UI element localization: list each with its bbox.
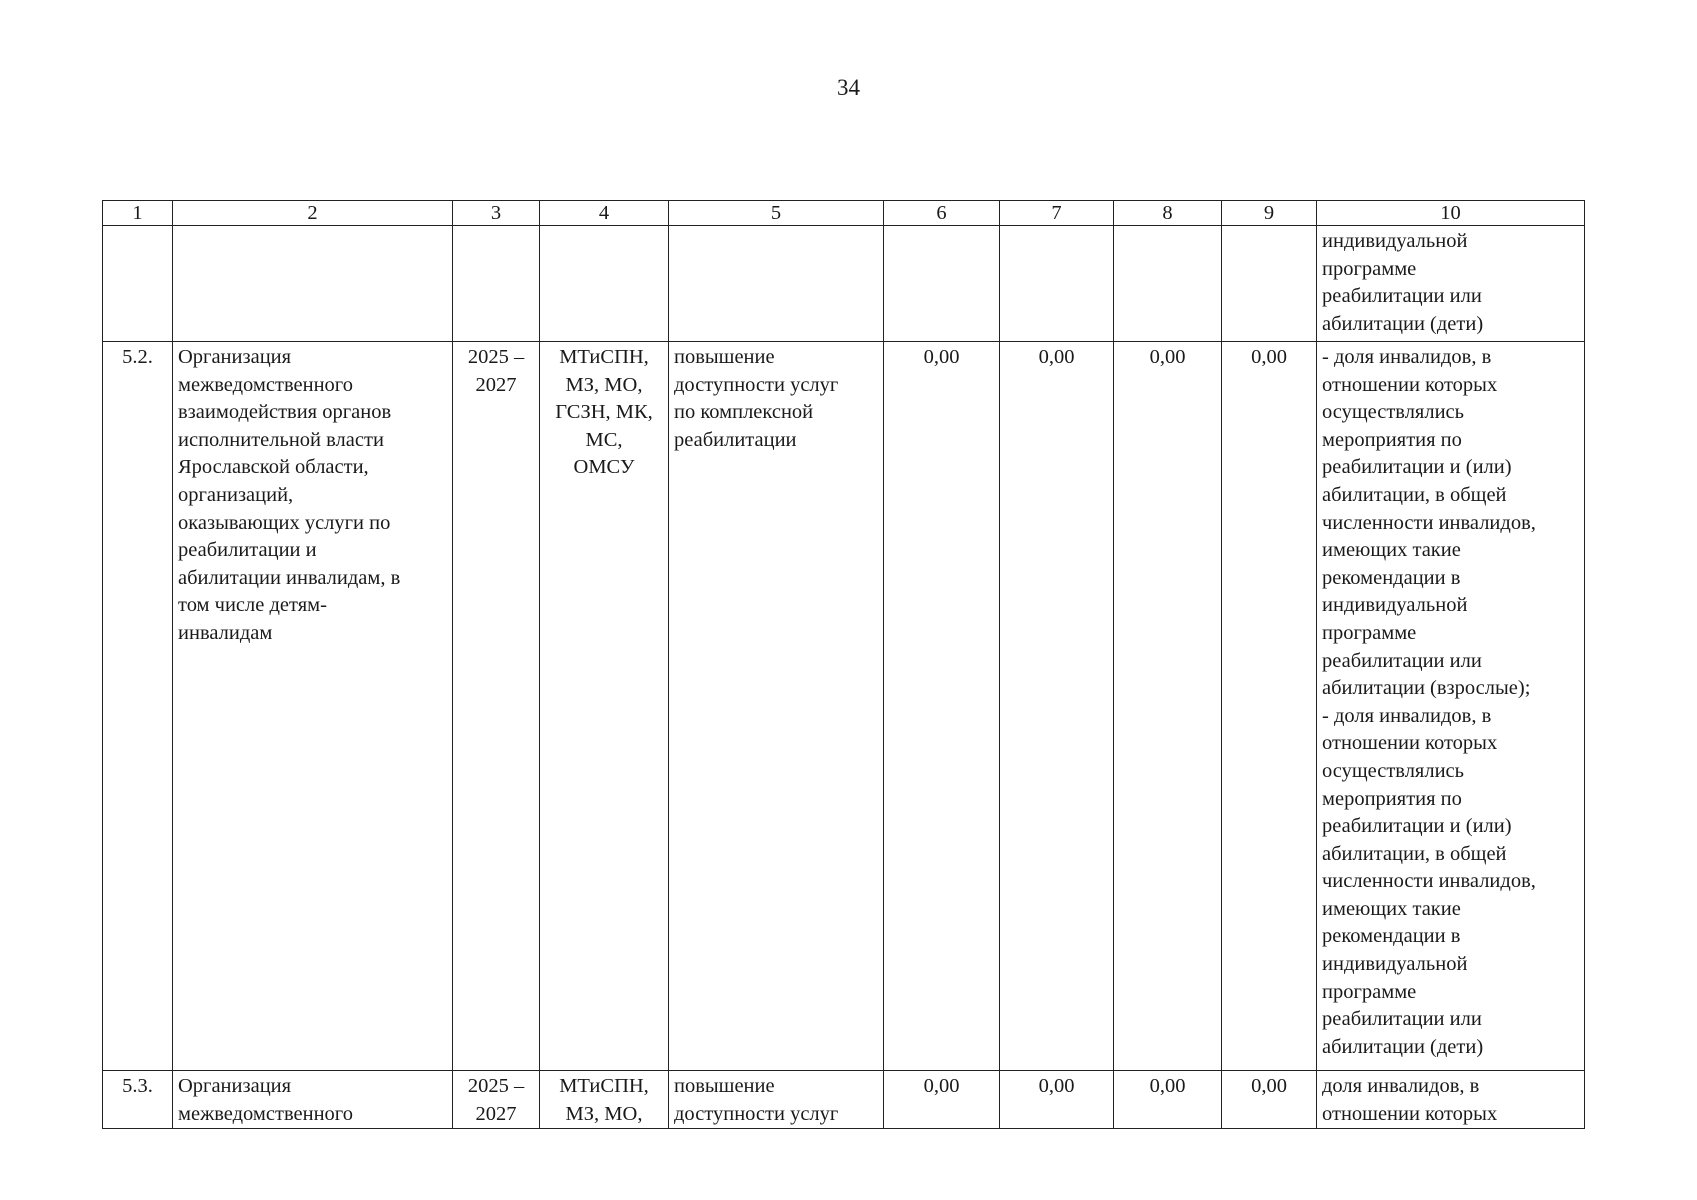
column-number-header-row (103, 201, 1585, 226)
header-col-10: 10 (1317, 201, 1585, 226)
measure-name: Организация межведомственного (173, 1071, 453, 1129)
header-col-4: 4 (540, 201, 669, 226)
cont-col-4 (540, 226, 669, 342)
value-col-6: 0,00 (884, 342, 1000, 1071)
header-col-8: 8 (1114, 201, 1222, 226)
cont-col-6 (884, 226, 1000, 342)
cont-col-1 (103, 226, 173, 342)
indicators: доля инвалидов, в отношении которых (1317, 1071, 1585, 1129)
implementation-term: 2025 – 2027 (453, 342, 540, 1071)
value-col-7: 0,00 (1000, 1071, 1114, 1129)
value-col-7: 0,00 (1000, 342, 1114, 1071)
executors: МТиСПН, МЗ, МО, ГСЗН, МК, МС, ОМСУ (540, 342, 669, 1071)
value-col-6: 0,00 (884, 1071, 1000, 1129)
table-row (103, 342, 1585, 1071)
expected-result: повышение доступности услуг по комплексной реабилитации (669, 342, 884, 1071)
cont-col-8 (1114, 226, 1222, 342)
indicators: - доля инвалидов, в отношении которых осуществлялись мероприятия по реабилитации и (или) абилитации, в общей численности инвалидов, имеющих такие рекомендации в индивидуальной программе реабилитации или абилитации (взрослые); - доля инвалидов, в отношении которых осуществлялись мероприятия по реабилитации и (или) абилитации, в общей численности инвалидов, имеющих такие рекомендации в индивидуальной программе реабилитации или абилитации (дети) (1317, 342, 1585, 1071)
cont-col-7 (1000, 226, 1114, 342)
cont-col-3 (453, 226, 540, 342)
implementation-term: 2025 – 2027 (453, 1071, 540, 1129)
table-row (103, 1071, 1585, 1129)
row-number: 5.3. (103, 1071, 173, 1129)
cont-col-5 (669, 226, 884, 342)
value-col-9: 0,00 (1222, 342, 1317, 1071)
cont-indicators-cell: индивидуальной программе реабилитации или абилитации (дети) (1317, 226, 1585, 342)
measure-name: Организация межведомственного взаимодействия органов исполнительной власти Ярославской области, организаций, оказывающих услуги по реабилитации и абилитации инвалидам, в том числе детям- инвалидам (173, 342, 453, 1071)
expected-result: повышение доступности услуг (669, 1071, 884, 1129)
header-col-5: 5 (669, 201, 884, 226)
value-col-8: 0,00 (1114, 1071, 1222, 1129)
header-col-7: 7 (1000, 201, 1114, 226)
value-col-9: 0,00 (1222, 1071, 1317, 1129)
row-number: 5.2. (103, 342, 173, 1071)
page-number: 34 (837, 75, 860, 100)
header-col-2: 2 (173, 201, 453, 226)
cont-col-9 (1222, 226, 1317, 342)
header-col-6: 6 (884, 201, 1000, 226)
cont-col-2 (173, 226, 453, 342)
continuation-row (103, 226, 1585, 342)
header-col-1: 1 (103, 201, 173, 226)
header-col-3: 3 (453, 201, 540, 226)
measures-table (102, 200, 1585, 1129)
value-col-8: 0,00 (1114, 342, 1222, 1071)
executors: МТиСПН, МЗ, МО, (540, 1071, 669, 1129)
header-col-9: 9 (1222, 201, 1317, 226)
